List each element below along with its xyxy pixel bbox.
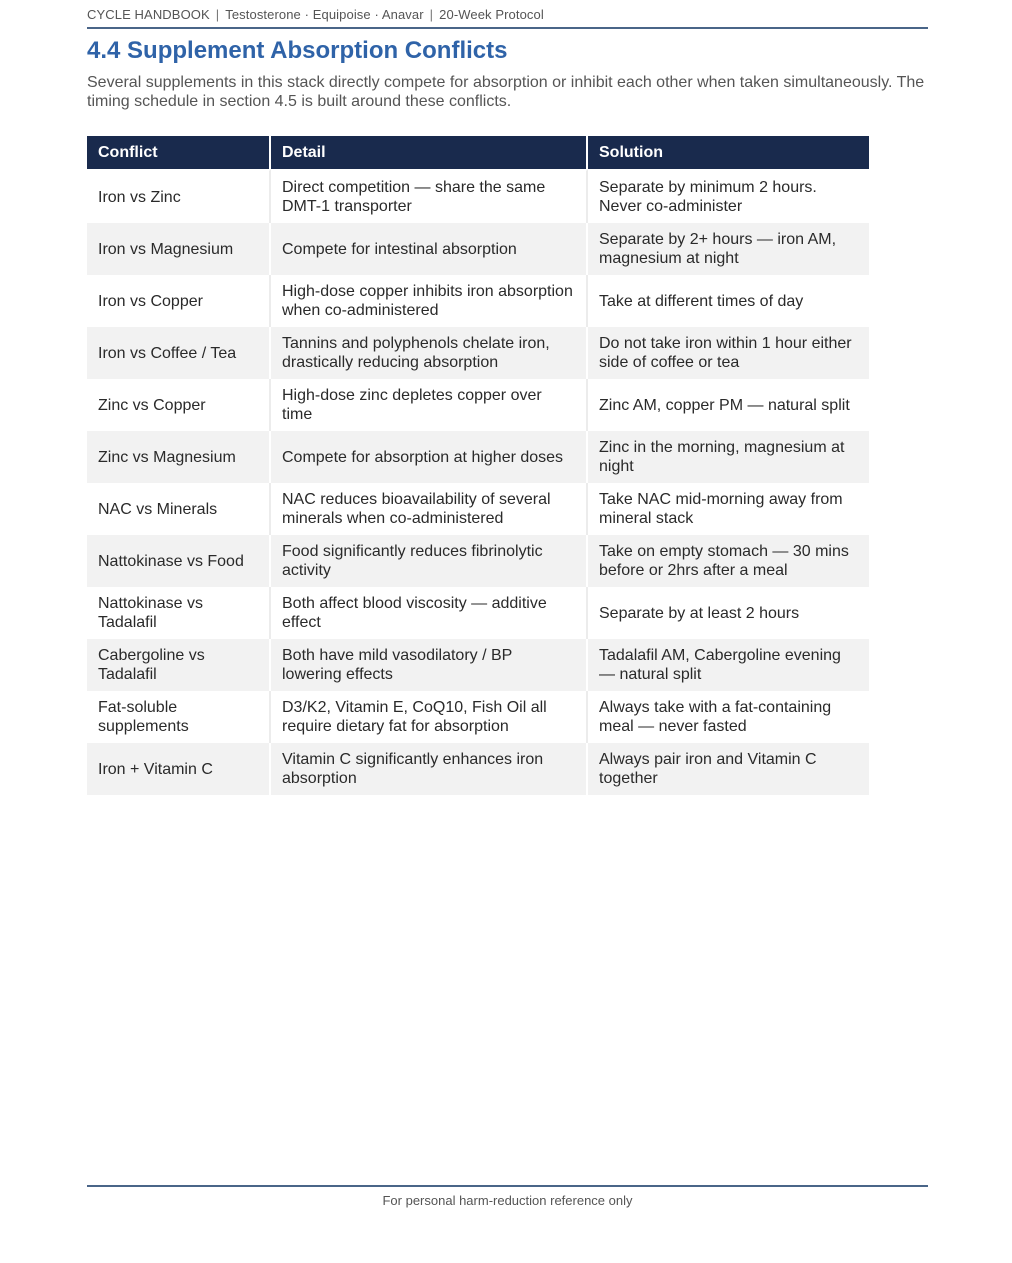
- table-row: [87, 587, 869, 639]
- solution-cell: Tadalafil AM, Cabergoline evening — natural split: [588, 639, 869, 691]
- solution-cell: Zinc AM, copper PM — natural split: [588, 379, 869, 431]
- detail-cell: Tannins and polyphenols chelate iron, drastically reducing absorption: [271, 327, 588, 379]
- conflict-cell: Iron vs Magnesium: [87, 223, 271, 275]
- conflict-cell: Iron vs Copper: [87, 275, 271, 327]
- conflict-cell: Fat-soluble supplements: [87, 691, 271, 743]
- detail-cell: Direct competition — share the same DMT-1 transporter: [271, 169, 588, 223]
- conflict-cell: Zinc vs Magnesium: [87, 431, 271, 483]
- header-protocol: 20-Week Protocol: [439, 7, 544, 22]
- solution-cell: Always take with a fat-containing meal — never fasted: [588, 691, 869, 743]
- conflict-cell: Zinc vs Copper: [87, 379, 271, 431]
- solution-cell: Do not take iron within 1 hour either side of coffee or tea: [588, 327, 869, 379]
- footer-divider: [87, 1185, 928, 1187]
- table-row: [87, 483, 869, 535]
- column-header-conflict: Conflict: [87, 136, 271, 169]
- table-row: [87, 639, 869, 691]
- table-row: [87, 691, 869, 743]
- table-row: [87, 431, 869, 483]
- header-separator: |: [215, 7, 220, 22]
- conflict-cell: Iron vs Coffee / Tea: [87, 327, 271, 379]
- conflict-cell: Nattokinase vs Tadalafil: [87, 587, 271, 639]
- conflict-cell: Cabergoline vs Tadalafil: [87, 639, 271, 691]
- detail-cell: Both have mild vasodilatory / BP lowering effects: [271, 639, 588, 691]
- detail-cell: High-dose copper inhibits iron absorption when co-administered: [271, 275, 588, 327]
- table-row: [87, 223, 869, 275]
- conflict-cell: NAC vs Minerals: [87, 483, 271, 535]
- conflicts-table: [87, 136, 869, 795]
- conflict-cell: Iron vs Zinc: [87, 169, 271, 223]
- solution-cell: Separate by minimum 2 hours. Never co-administer: [588, 169, 869, 223]
- detail-cell: Vitamin C significantly enhances iron absorption: [271, 743, 588, 795]
- solution-cell: Take at different times of day: [588, 275, 869, 327]
- table-row: [87, 275, 869, 327]
- section-title: 4.4 Supplement Absorption Conflicts: [87, 37, 508, 64]
- solution-cell: Take on empty stomach — 30 mins before or 2hrs after a meal: [588, 535, 869, 587]
- table-row: [87, 169, 869, 223]
- detail-cell: Food significantly reduces fibrinolytic activity: [271, 535, 588, 587]
- column-header-solution: Solution: [588, 136, 869, 169]
- solution-cell: Take NAC mid-morning away from mineral stack: [588, 483, 869, 535]
- table-header-row: [87, 136, 869, 169]
- table-row: [87, 535, 869, 587]
- header-divider: [87, 27, 928, 29]
- running-header: [87, 7, 928, 23]
- table-row: [87, 327, 869, 379]
- column-header-detail: Detail: [271, 136, 588, 169]
- solution-cell: Separate by at least 2 hours: [588, 587, 869, 639]
- detail-cell: D3/K2, Vitamin E, CoQ10, Fish Oil all require dietary fat for absorption: [271, 691, 588, 743]
- solution-cell: Zinc in the morning, magnesium at night: [588, 431, 869, 483]
- detail-cell: High-dose zinc depletes copper over time: [271, 379, 588, 431]
- section-intro: Several supplements in this stack directly compete for absorption or inhibit each other when taken simultaneously. The timing schedule in section 4.5 is built around these conflicts.: [87, 74, 925, 110]
- detail-cell: Compete for intestinal absorption: [271, 223, 588, 275]
- detail-cell: Both affect blood viscosity — additive effect: [271, 587, 588, 639]
- header-compounds: Testosterone · Equipoise · Anavar: [225, 7, 424, 22]
- detail-cell: NAC reduces bioavailability of several minerals when co-administered: [271, 483, 588, 535]
- solution-cell: Always pair iron and Vitamin C together: [588, 743, 869, 795]
- solution-cell: Separate by 2+ hours — iron AM, magnesium at night: [588, 223, 869, 275]
- header-document-title: CYCLE HANDBOOK: [87, 7, 210, 22]
- table-row: [87, 379, 869, 431]
- conflict-cell: Nattokinase vs Food: [87, 535, 271, 587]
- conflict-cell: Iron + Vitamin C: [87, 743, 271, 795]
- table-row: [87, 743, 869, 795]
- detail-cell: Compete for absorption at higher doses: [271, 431, 588, 483]
- footer-disclaimer: For personal harm-reduction reference only: [382, 1193, 633, 1208]
- header-separator: |: [429, 7, 434, 22]
